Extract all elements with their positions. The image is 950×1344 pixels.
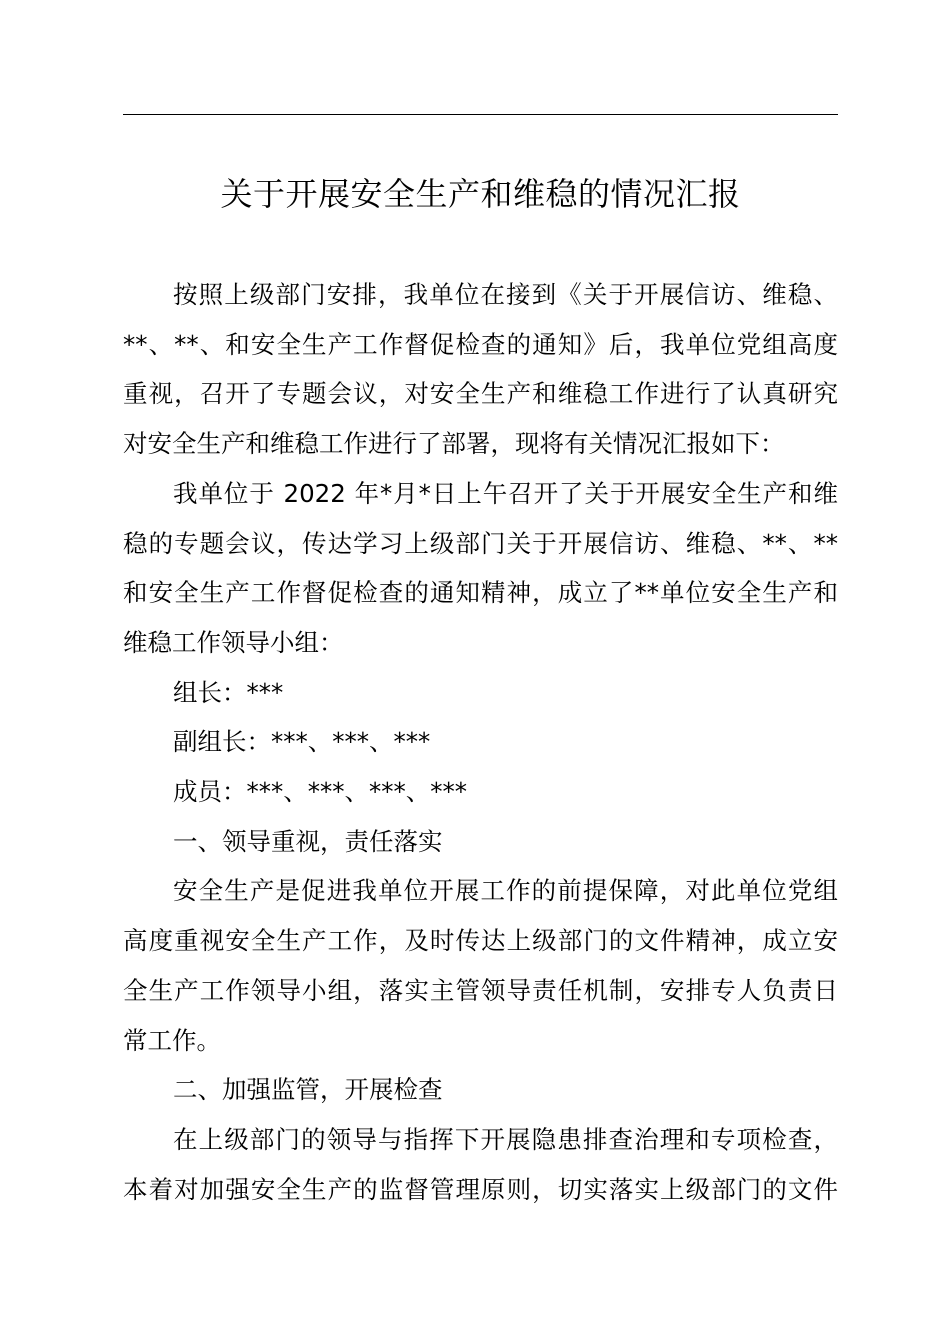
paragraph-responsibility bbox=[123, 866, 838, 1065]
paragraph-line: 和安全生产工作督促检查的通知精神，成立了**单位安全生产和 bbox=[123, 578, 838, 608]
team-leader: 组长：*** bbox=[173, 677, 284, 707]
paragraph-line: 我单位于 2022 年*月*日上午召开了关于开展安全生产和维 bbox=[173, 478, 838, 508]
paragraph-line: 重视，召开了专题会议，对安全生产和维稳工作进行了认真研究 bbox=[123, 379, 838, 409]
section-heading-2: 二、加强监管，开展检查 bbox=[173, 1075, 443, 1105]
paragraph-intro bbox=[123, 270, 838, 469]
paragraph-meeting bbox=[123, 469, 838, 668]
team-deputy: 副组长：***、***、*** bbox=[173, 727, 431, 757]
header-rule bbox=[123, 114, 838, 115]
paragraph-line: 维稳工作领导小组： bbox=[123, 627, 344, 657]
paragraph-line: 常工作。 bbox=[123, 1025, 221, 1055]
paragraph-line: 安全生产是促进我单位开展工作的前提保障，对此单位党组 bbox=[173, 876, 838, 906]
document-body bbox=[123, 270, 838, 1214]
paragraph-line: 本着对加强安全生产的监督管理原则，切实落实上级部门的文件 bbox=[123, 1174, 838, 1204]
paragraph-line: 对安全生产和维稳工作进行了部署，现将有关情况汇报如下： bbox=[123, 429, 785, 459]
team-members: 成员：***、***、***、*** bbox=[173, 777, 467, 807]
section-heading-1: 一、领导重视，责任落实 bbox=[173, 826, 443, 856]
paragraph-line: 按照上级部门安排，我单位在接到《关于开展信访、维稳、 bbox=[173, 280, 838, 309]
document-title: 关于开展安全生产和维稳的情况汇报 bbox=[220, 175, 741, 213]
paragraph-line: 全生产工作领导小组，落实主管领导责任机制，安排专人负责日 bbox=[123, 975, 838, 1005]
paragraph-inspection bbox=[123, 1115, 838, 1214]
paragraph-line: 高度重视安全生产工作，及时传达上级部门的文件精神，成立安 bbox=[123, 926, 838, 956]
paragraph-line: **、**、和安全生产工作督促检查的通知》后，我单位党组高度 bbox=[123, 329, 838, 359]
paragraph-line: 在上级部门的领导与指挥下开展隐患排查治理和专项检查， bbox=[173, 1124, 838, 1154]
paragraph-line: 稳的专题会议，传达学习上级部门关于开展信访、维稳、**、** bbox=[123, 528, 838, 558]
